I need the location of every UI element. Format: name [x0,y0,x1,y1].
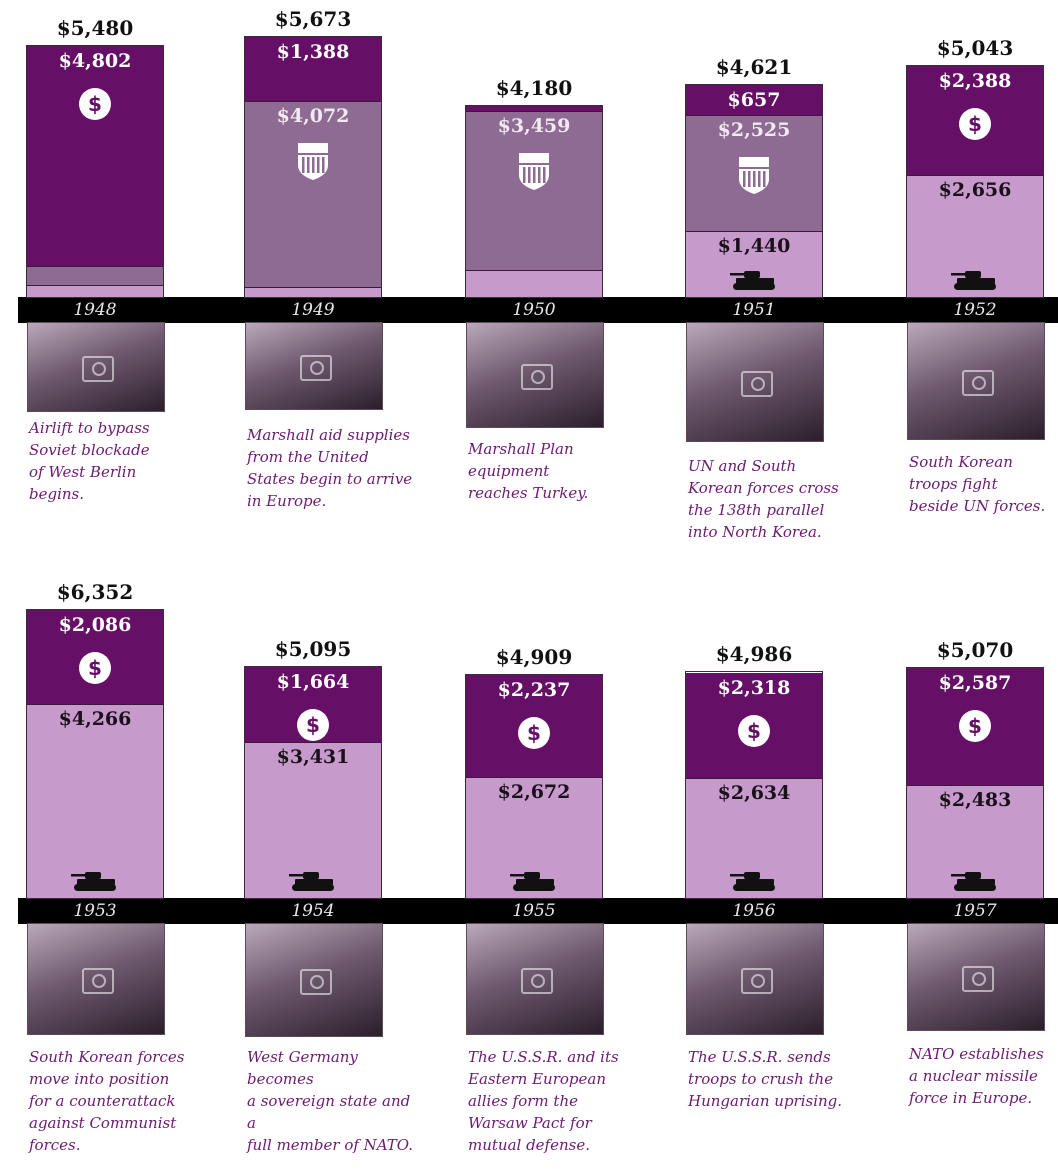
year-label: 1954 [291,901,335,921]
segment-value-label: $1,440 [717,235,791,257]
segment-divider [245,101,381,102]
shield-icon [517,151,551,191]
bar-segment-military [27,704,163,898]
segment-value-label: $657 [727,89,781,111]
photo-icon [521,968,553,994]
korean-forces-road-photo [27,923,165,1035]
hungary-tanks-photo [686,923,824,1035]
marshall-aid-unloading-photo [245,322,383,410]
event-caption: Marshall Plan equipment reaches Turkey. [468,440,589,502]
year-label: 1948 [73,300,117,320]
segment-divider [466,111,602,112]
bar-segment-economic [27,46,163,266]
nuclear-missile-photo [907,923,1045,1031]
segment-divider [27,266,163,267]
year-label: 1952 [953,300,997,320]
dollar-icon: $ [959,710,991,742]
segment-divider [245,287,381,288]
warsaw-pact-signing-photo [466,923,604,1035]
event-caption: West Germany becomes a sovereign state and a full member of NATO. [247,1048,413,1154]
stacked-bar [907,668,1043,898]
stacked-bar [245,667,381,898]
segment-divider [245,742,381,743]
stacked-bar [27,46,163,297]
segment-value-label: $2,672 [497,781,571,803]
event-caption: The U.S.S.R. sends troops to crush the Hungarian uprising. [688,1048,843,1110]
segment-value-label: $3,459 [497,115,571,137]
segment-value-label: $2,483 [938,789,1012,811]
event-caption: South Korean forces move into position for a counterattack against Communist forces. [29,1048,185,1154]
segment-divider [27,704,163,705]
segment-value-label: $4,802 [58,50,132,72]
segment-value-label: $2,525 [717,119,791,141]
segment-divider [466,777,602,778]
photo-icon [741,968,773,994]
bar-total-label: $5,070 [936,638,1014,662]
korean-troops-guns-photo [907,322,1045,440]
segment-value-label: $4,072 [276,105,350,127]
year-label: 1949 [291,300,335,320]
segment-value-label: $2,587 [938,672,1012,694]
segment-divider [907,785,1043,786]
photo-icon [300,969,332,995]
photo-icon [962,966,994,992]
tank-icon [730,870,778,892]
segment-value-label: $1,388 [276,41,350,63]
bar-segment-marshall-plan [245,101,381,287]
segment-divider [466,270,602,271]
segment-value-label: $2,086 [58,614,132,636]
segment-value-label: $2,388 [938,70,1012,92]
photo-icon [82,356,114,382]
segment-value-label: $2,656 [938,179,1012,201]
bar-total-label: $5,095 [274,637,352,661]
year-label: 1955 [512,901,556,921]
shield-icon [737,155,771,195]
segment-divider [27,285,163,286]
segment-value-label: $4,266 [58,708,132,730]
nato-conference-photo [245,923,383,1037]
bar-total-label: $4,180 [495,76,573,100]
korea-refugees-photo [686,322,824,442]
bar-segment-military [27,285,163,297]
year-label: 1951 [732,300,776,320]
event-caption: South Korean troops fight beside UN forces. [909,453,1046,515]
tank-icon [510,870,558,892]
tank-icon [951,269,999,291]
tank-icon [71,870,119,892]
bar-segment-military [466,270,602,297]
segment-value-label: $2,318 [717,677,791,699]
photo-icon [741,371,773,397]
segment-divider [686,778,822,779]
year-label: 1957 [953,901,997,921]
event-caption: Airlift to bypass Soviet blockade of West Berlin begins. [29,419,150,503]
photo-icon [300,355,332,381]
tank-icon [951,870,999,892]
segment-divider [686,115,822,116]
year-label: 1950 [512,300,556,320]
segment-value-label: $2,634 [717,782,791,804]
bar-segment-marshall-plan [27,266,163,285]
dollar-icon: $ [79,88,111,120]
segment-divider [907,175,1043,176]
photo-icon [521,364,553,390]
turkey-equipment-photo [466,322,604,428]
event-caption: The U.S.S.R. and its Eastern European allies form the Warsaw Pact for mutual defense. [468,1048,619,1154]
tank-icon [289,870,337,892]
bar-total-label: $4,909 [495,645,573,669]
bar-total-label: $4,621 [715,55,793,79]
bar-total-label: $5,043 [936,36,1014,60]
shield-icon [296,141,330,181]
bar-total-label: $5,480 [56,16,134,40]
dollar-icon: $ [297,709,329,741]
bar-total-label: $5,673 [274,7,352,31]
segment-value-label: $3,431 [276,746,350,768]
bar-segment-military [245,287,381,297]
event-caption: NATO establishes a nuclear missile force in Europe. [909,1045,1044,1107]
photo-icon [962,370,994,396]
photo-icon [82,968,114,994]
dollar-icon: $ [738,715,770,747]
berlin-airlift-photo [27,322,165,412]
dollar-icon: $ [518,717,550,749]
segment-value-label: $1,664 [276,671,350,693]
tank-icon [730,269,778,291]
event-caption: UN and South Korean forces cross the 138th parallel into North Korea. [688,457,839,541]
event-caption: Marshall aid supplies from the United States begin to arrive in Europe. [247,426,413,510]
bar-total-label: $4,986 [715,642,793,666]
year-label: 1953 [73,901,117,921]
bar-total-label: $6,352 [56,580,134,604]
segment-divider [686,231,822,232]
segment-value-label: $2,237 [497,679,571,701]
dollar-icon: $ [959,108,991,140]
dollar-icon: $ [79,652,111,684]
year-label: 1956 [732,901,776,921]
